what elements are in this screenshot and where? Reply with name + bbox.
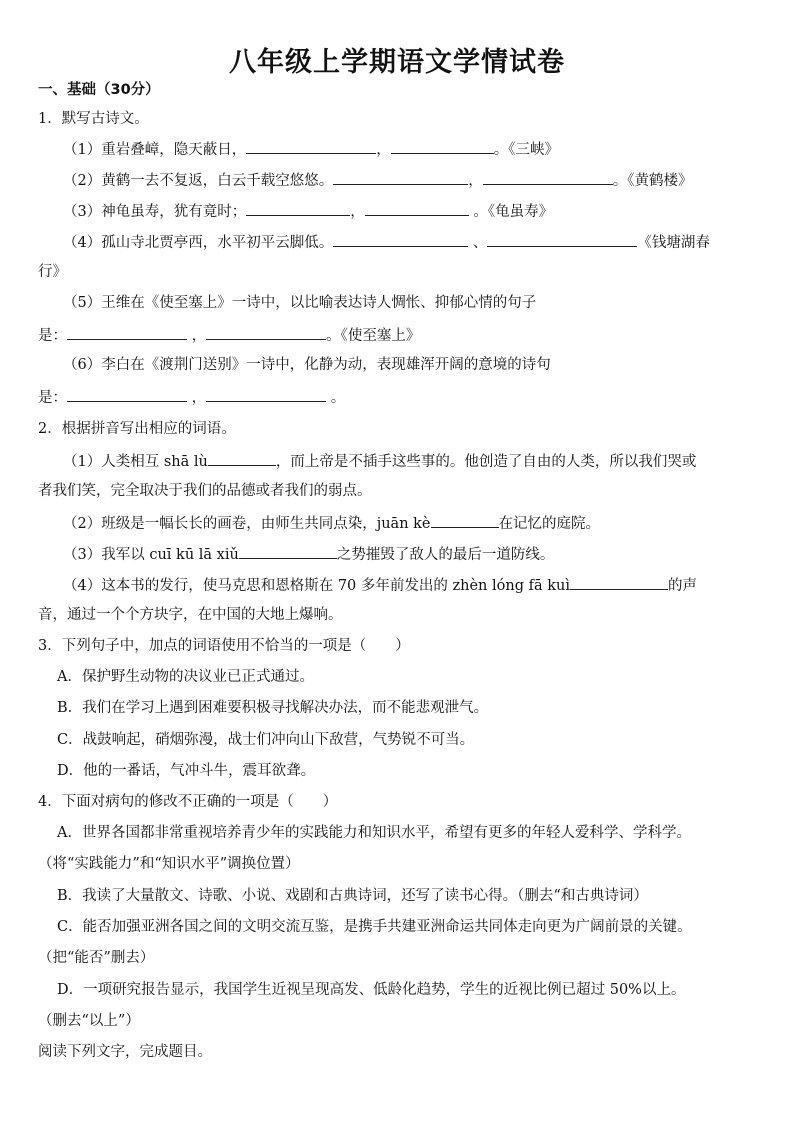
q3-option-b: B．我们在学习上遇到困难要积极寻找解决办法，而不能悲观泄气。 xyxy=(57,700,489,716)
q1-item-4: （4）孤山寺北贾亭西，水平初平云脚低。 、 《钱塘湖春 xyxy=(63,231,710,253)
q1-stem: 1．默写古诗文。 xyxy=(38,111,149,127)
q1-item-3: （3）神龟虽寿，犹有竟时； ， 。《龟虽寿》 xyxy=(63,200,553,222)
q4-option-d-note: （删去“以上”） xyxy=(38,1013,140,1029)
q4-stem: 4．下面对病句的修改不正确的一项是（ ） xyxy=(38,794,338,810)
q3-option-c: C．战鼓响起，硝烟弥漫，战士们冲向山下敌营，气势锐不可当。 xyxy=(57,732,475,748)
page-title: 八年级上学期语文学情试卷 xyxy=(229,47,565,78)
q4-option-b: B．我读了大量散文、诗歌、小说、戏剧和古典诗词，还写了读书心得。（删去“和古典诗词） xyxy=(57,888,648,904)
q2-item-2: （2）班级是一幅长长的画卷，由师生共同点染，juān kè 在记忆的庭院。 xyxy=(63,512,600,534)
q1-item-1: （1）重岩叠嶂，隐天蔽日， ， 。《三峡》 xyxy=(63,138,559,160)
answer-blank[interactable] xyxy=(333,169,468,185)
q4-option-d: D．一项研究报告显示，我国学生近视呈现高发、低龄化趋势，学生的近视比例已超过 50%以上。 xyxy=(57,982,686,998)
q2-item-4: （4）这本书的发行，使马克思和恩格斯在 70 多年前发出的 zhèn lóng fā kuì 的声 xyxy=(63,574,697,596)
section-heading: 一、基础（30分） xyxy=(38,82,160,98)
answer-blank[interactable] xyxy=(570,574,668,590)
answer-blank[interactable] xyxy=(67,386,187,402)
q1-item-5-blanks: 是： ， 。《使至塞上》 xyxy=(38,324,420,346)
answer-blank[interactable] xyxy=(67,324,187,340)
answer-blank[interactable] xyxy=(365,200,469,216)
q4-option-c-note: （把“能否”删去） xyxy=(38,950,155,966)
q4-option-c: C．能否加强亚洲各国之间的文明交流互鉴，是携手共建亚洲命运共同体走向更为广阔前景的关键。 xyxy=(57,919,692,935)
q3-option-d: D．他的一番话，气冲斗牛，震耳欲聋。 xyxy=(57,763,316,779)
q2-item-4-cont: 音，通过一个个方块字，在中国的大地上爆响。 xyxy=(38,607,343,623)
answer-blank[interactable] xyxy=(208,450,276,466)
q2-item-3: （3）我军以 cuī kū lā xiǔ 之势摧毁了敌人的最后一道防线。 xyxy=(63,543,554,565)
answer-blank[interactable] xyxy=(246,200,350,216)
q2-stem: 2．根据拼音写出相应的词语。 xyxy=(38,421,236,437)
answer-blank[interactable] xyxy=(239,543,337,559)
answer-blank[interactable] xyxy=(206,386,326,402)
q4-option-a: A．世界各国都非常重视培养青少年的实践能力和知识水平，希望有更多的年轻人爱科学、学科学。 xyxy=(57,825,691,841)
q2-item-1: （1）人类相互 shā lù ，而上帝是不插手这些事的。他创造了自由的人类，所以我们哭或 xyxy=(63,450,696,472)
answer-blank[interactable] xyxy=(487,231,637,247)
answer-blank[interactable] xyxy=(206,324,326,340)
q4-option-a-note: （将“实践能力”和“知识水平”调换位置） xyxy=(38,856,300,872)
q1-item-2: （2）黄鹤一去不复返，白云千载空悠悠。 ， 。《黄鹤楼》 xyxy=(63,169,692,191)
q1-item-4-cont: 行》 xyxy=(38,264,67,280)
q1-item-6: （6）李白在《渡荆门送别》一诗中，化静为动，表现雄浑开阔的意境的诗句 xyxy=(63,357,551,373)
q2-item-1-cont: 者我们笑，完全取决于我们的品德或者我们的弱点。 xyxy=(38,483,372,499)
answer-blank[interactable] xyxy=(246,138,376,154)
q1-item-6-blanks: 是： ， 。 xyxy=(38,386,345,408)
q3-option-a: A．保护野生动物的决议业已正式通过。 xyxy=(57,669,314,685)
q3-stem: 3．下列句子中，加点的词语使用不恰当的一项是（ ） xyxy=(38,638,410,654)
answer-blank[interactable] xyxy=(483,169,613,185)
answer-blank[interactable] xyxy=(431,512,499,528)
answer-blank[interactable] xyxy=(333,231,468,247)
reading-instruction: 阅读下列文字，完成题目。 xyxy=(38,1044,212,1060)
answer-blank[interactable] xyxy=(391,138,494,154)
q1-item-5: （5）王维在《使至塞上》一诗中，以比喻表达诗人惆怅、抑郁心情的句子 xyxy=(63,295,537,311)
